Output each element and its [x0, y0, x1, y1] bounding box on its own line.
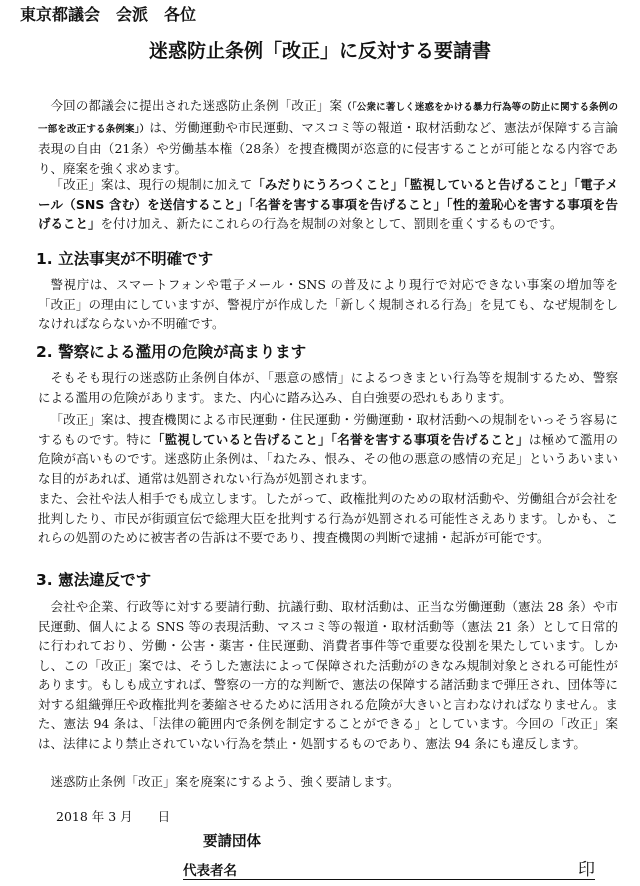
document-title: 迷惑防止条例「改正」に反対する要請書	[148, 40, 491, 62]
dangerous-acts-highlight: 「監視していると告げること」「名誉を害する事項を告げること」	[151, 431, 529, 447]
representative-signature-line	[183, 857, 595, 880]
seal-mark: 印	[578, 860, 595, 880]
date-line: 2018 年 3 月 日	[56, 809, 171, 824]
section-3-heading: 3. 憲法違反です	[36, 571, 152, 589]
section-2-text: 「改正」案は、捜査機関による市民運動・住民運動・労働運動・取材活動への規制をいっそう容易にするものです。特に	[38, 412, 618, 447]
intro-paragraph-1	[38, 96, 618, 178]
intro-text: 今回の都議会に提出された迷惑防止条例「改正」案	[50, 98, 343, 113]
section-2-heading: 2. 警察による濫用の危険が高まります	[36, 343, 307, 361]
section-2-text: は極めて濫用の危険が高いものです。迷惑防止条例は、「ねたみ、恨み、その他の悪意の感情の充足」というあいまいな目的があれば、通常は処罰されない行為が処罰されます。	[38, 431, 618, 486]
closing-request: 迷惑防止条例「改正」案を廃案にするよう、強く要請します。	[50, 774, 400, 789]
section-2-paragraph-1: そもそも現行の迷惑防止条例自体が、「悪意の感情」によるつきまとい行為等を規制するため、警察による濫用の危険があります。また、内心に踏み込み、自白強要の恐れもあります。	[38, 370, 618, 405]
section-1-heading: 1. 立法事実が不明確です	[36, 250, 214, 268]
section-3-paragraph: 会社や企業、行政等に対する要請行動、抗議行動、取材活動は、正当な労働運動（憲法 28 条）や市民運動、個人による SNS 等の表現活動、マスコミ等の報道・取材活動等（憲法 21 条）として日常的に行われており、労働・公害・薬害・住民運動、消費者事件等で重要な役割を果たしています。しかし、この「改正」案では、そうした憲法によって保障された活動がのきなみ規制対象とされる可能性があります。もしも成立すれば、警察の一方的な判断で、憲法の保障する諸活動まで弾圧され、団体等に対する組織弾圧や政権批判を萎縮させるために活用される危険が大きいと言わなければなりません。また、憲法 94 条は、「法律の範囲内で条例を制定することができる」としています。今回の「改正」案は、法律により禁止されていない行為を禁止・処罰するものであり、憲法 94 条にも違反します。	[38, 599, 618, 751]
regulated-acts-highlight: 「みだりにうろつくこと」「監視していると告げること」「電子メール（SNS 含む）を送信すること」「名誉を害する事項を告げること」「性的羞恥心を害する事項を告げること」	[38, 177, 618, 231]
section-2-paragraph-3: また、会社や法人相手でも成立します。したがって、政権批判のための取材活動や、労働組合が会社を批判したり、市民が街頭宣伝で総理大臣を批判する行為が処罰される可能性さえあります。しかも、これらの処罰のために被害者の告訴は不要であり、捜査機関の判断で逮捕・起訴が可能です。	[38, 491, 618, 545]
representative-label: 代表者名	[183, 863, 237, 879]
intro-text: 「改正」案は、現行の規制に加えて	[50, 177, 253, 192]
bill-full-name-note: （「公衆に著しく迷惑をかける暴力行為等の防止に関する条例の一部を改正する条例案」）	[38, 102, 618, 135]
addressee: 東京都議会 会派 各位	[20, 5, 197, 24]
section-1-paragraph: 警視庁は、スマートフォンや電子メール・SNS の普及により現行で対応できない事案の増加等を「改正」の理由にしていますが、警視庁が作成した「新しく規制される行為」を見ても、なぜ規制をしなければならないか不明確です。	[38, 277, 618, 331]
intro-text: を付け加え、新たにこれらの行為を規制の対象として、罰則を重くするものです。	[100, 216, 563, 231]
intro-text: は、労働運動や市民運動、マスコミ等の報道・取材活動など、憲法が保障する言論表現の自由（21条）や労働基本権（28条）を捜査機関が恣意的に侵害することが可能となる内容であり、廃案を強く求めます。	[38, 119, 618, 176]
section-2-paragraph-2	[38, 410, 618, 488]
requesting-organization-label: 要請団体	[203, 834, 261, 850]
intro-paragraph-2	[38, 175, 618, 234]
